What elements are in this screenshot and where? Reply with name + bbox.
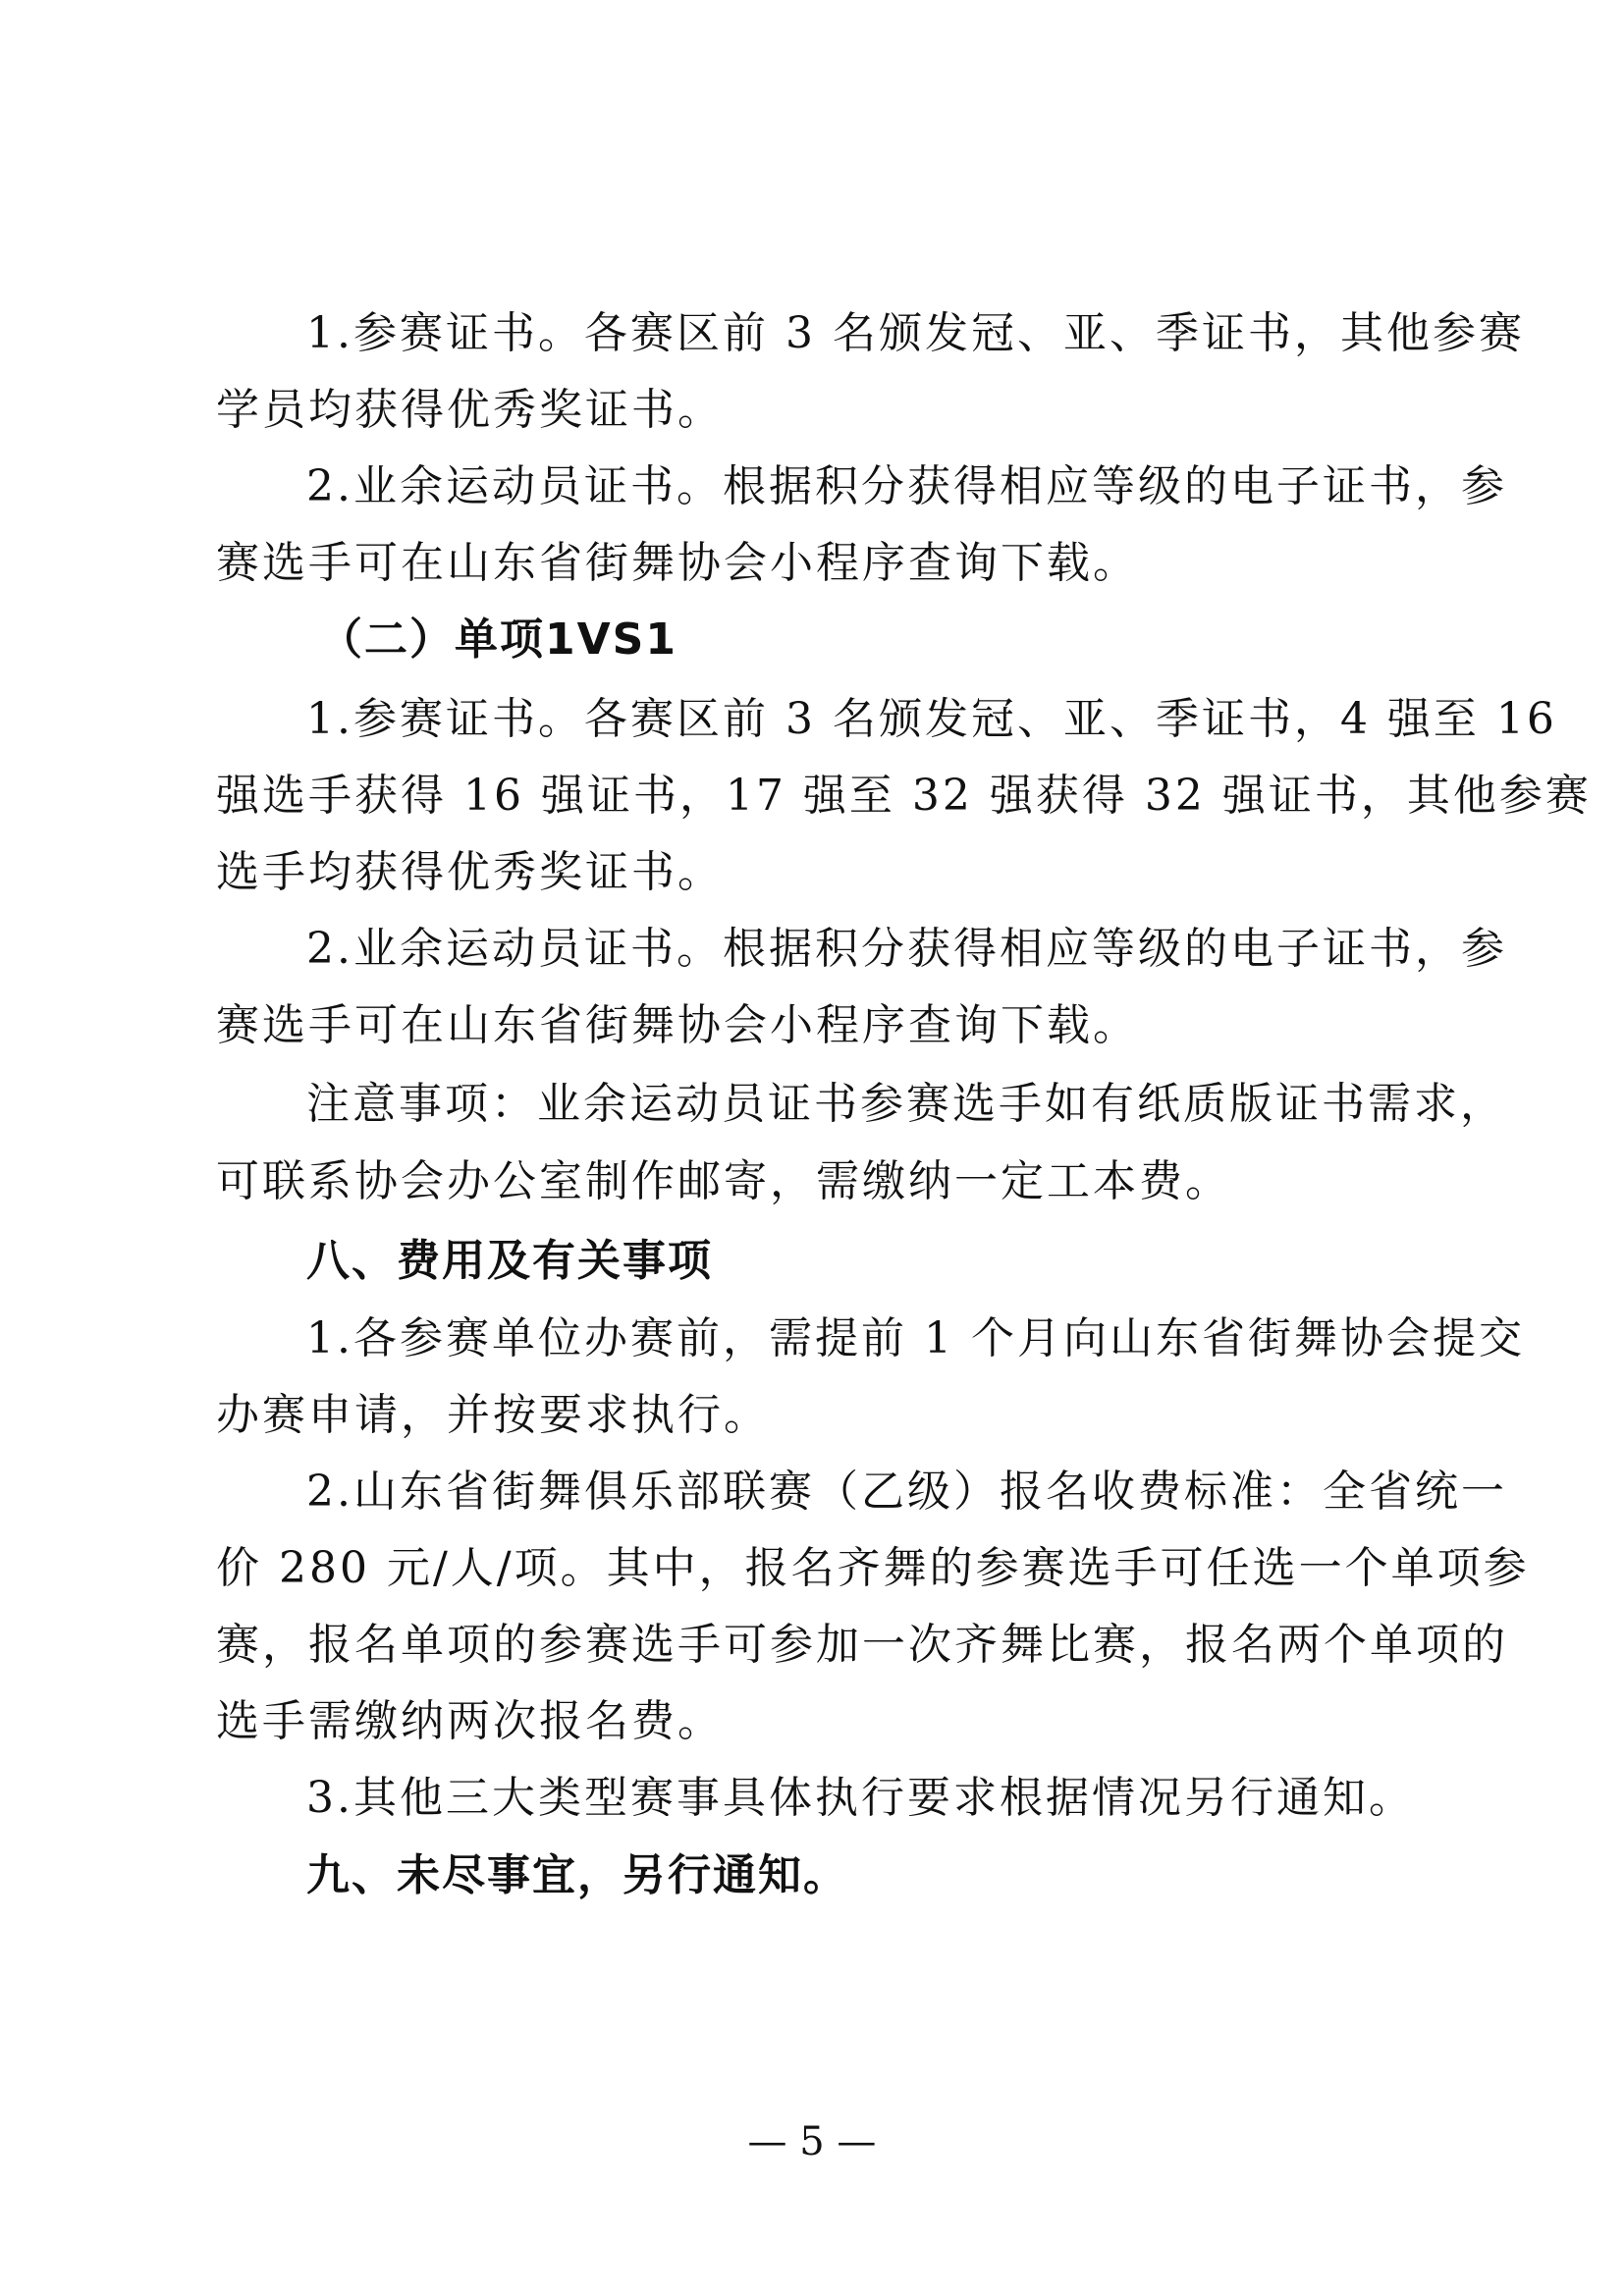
body-text-line: 赛，报名单项的参赛选手可参加一次齐舞比赛，报名两个单项的 xyxy=(216,1620,1508,1670)
section-heading: （二）单项1VS1 xyxy=(319,614,677,665)
body-text-line: 赛选手可在山东省街舞协会小程序查询下载。 xyxy=(216,538,1139,588)
body-text-line: 1.参赛证书。各赛区前 3 名颁发冠、亚、季证书，其他参赛 xyxy=(306,308,1525,358)
body-text-line: 3.其他三大类型赛事具体执行要求根据情况另行通知。 xyxy=(306,1773,1415,1823)
notice-text-line: 注意事项：业余运动员证书参赛选手如有纸质版证书需求， xyxy=(306,1079,1506,1129)
page-number: — 5 — xyxy=(747,2119,877,2164)
body-text-line: 2.业余运动员证书。根据积分获得相应等级的电子证书，参 xyxy=(306,461,1507,511)
body-text-line: 2.业余运动员证书。根据积分获得相应等级的电子证书，参 xyxy=(306,924,1507,974)
body-text-line: 2.山东省街舞俱乐部联赛（乙级）报名收费标准：全省统一 xyxy=(306,1467,1507,1517)
body-text-line: 选手需缴纳两次报名费。 xyxy=(216,1696,724,1746)
body-text-line: 价 280 元/人/项。其中，报名齐舞的参赛选手可任选一个单项参 xyxy=(216,1543,1530,1593)
section-heading: 八、费用及有关事项 xyxy=(306,1236,713,1286)
body-text-line: 强选手获得 16 强证书，17 强至 32 强获得 32 强证书，其他参赛 xyxy=(216,771,1592,821)
body-text-line: 办赛申请，并按要求执行。 xyxy=(216,1390,770,1440)
body-text-line: 学员均获得优秀奖证书。 xyxy=(216,385,724,435)
body-text-line: 1.参赛证书。各赛区前 3 名颁发冠、亚、季证书，4 强至 16 xyxy=(306,694,1557,744)
notice-text-line: 可联系协会办公室制作邮寄，需缴纳一定工本费。 xyxy=(216,1156,1231,1206)
section-heading: 九、未尽事宜，另行通知。 xyxy=(306,1850,848,1900)
body-text-line: 赛选手可在山东省街舞协会小程序查询下载。 xyxy=(216,1000,1139,1050)
body-text-line: 选手均获得优秀奖证书。 xyxy=(216,847,724,897)
body-text-line: 1.各参赛单位办赛前，需提前 1 个月向山东省街舞协会提交 xyxy=(306,1313,1525,1363)
